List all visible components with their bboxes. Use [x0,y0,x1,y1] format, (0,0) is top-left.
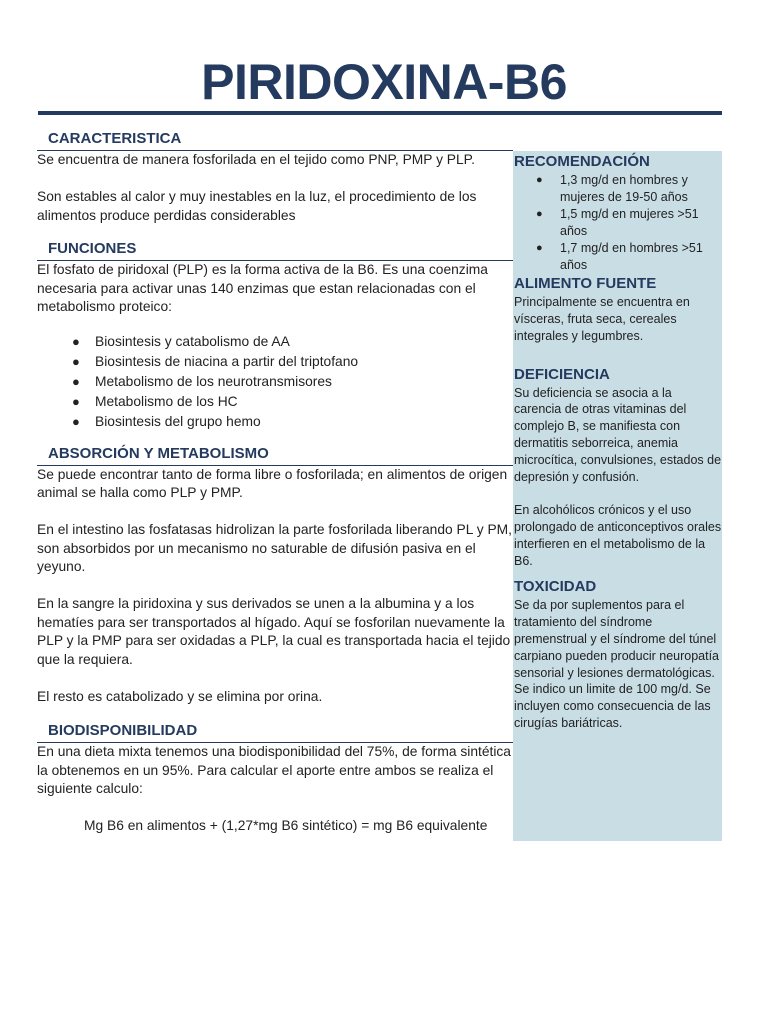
list-item [37,332,513,352]
list-item [37,392,513,412]
list-item [37,412,513,432]
paragraph: Su deficiencia se asocia a la carencia de otras vitaminas del complejo B, se manifiesta con dermatitis seborreica, anemia microcítica, convulsiones, estados de depresión y confusión. [514,385,722,484]
list-item-text: Metabolismo de los HC [95,393,238,409]
sidebar-toxicidad [514,577,722,731]
sidebar-heading: RECOMENDACIÓN [514,153,650,170]
list-item-text: 1,7 mg/d en hombres >51 años [560,241,703,272]
sidebar-panel [513,151,722,841]
section-heading: CARACTERISTICA [37,128,513,151]
section-heading: ABSORCIÓN Y METABOLISMO [37,443,513,466]
formula: Mg B6 en alimentos + (1,27*mg B6 sintético) = mg B6 equivalente [84,817,488,833]
section-funciones [37,238,513,432]
paragraph: Se da por suplementos para el tratamiento del síndrome premenstrual y el síndrome del túnel carpiano pueden producir neuropatía sensorial y lesiones dermatológicas. Se indico un limite de 100 mg/d. Se incluyen como consecuencia de las cirugías bariátricas. [514,598,720,731]
bullet-icon: ● [536,174,543,186]
section-heading: BIODISPONIBILIDAD [37,720,513,743]
list-item [514,206,722,240]
list-item-text: Biosintesis del grupo hemo [95,413,261,429]
bullet-icon: ● [72,393,80,409]
list-item-text: 1,3 mg/d en hombres y mujeres de 19-50 años [560,173,688,204]
list-item [514,172,722,206]
recommendation-list [514,172,722,274]
section-biodisponibilidad [37,720,513,835]
paragraph: El resto es catabolizado y se elimina por orina. [37,688,323,704]
main-column [37,128,513,835]
paragraph: Se encuentra de manera fosforilada en el tejido como PNP, PMP y PLP. [37,152,475,167]
sidebar-heading: DEFICIENCIA [514,365,610,383]
section-caracteristica [37,128,513,225]
paragraph: En alcohólicos crónicos y el uso prolongado de anticonceptivos orales interfieren en el metabolismo de la B6. [514,503,722,568]
paragraph: Se puede encontrar tanto de forma libre o fosforilada; en alimentos de origen animal se halla como PLP y PMP. [37,466,508,500]
sidebar-heading: TOXICIDAD [514,578,597,596]
page-title: PIRIDOXINA-B6 [201,54,567,110]
list-item [37,372,513,392]
sidebar-heading: ALIMENTO FUENTE [514,275,657,293]
title-divider [38,111,722,115]
list-item-text: Metabolismo de los neurotransmisores [95,373,332,389]
paragraph: En la sangre la piridoxina y sus derivados se unen a la albumina y a los hematíes para ser transportados al hígado. Aquí se fosforilan nuevamente la PLP y la PMP para ser oxidadas a PLP, la cual es transportada hacia el tejido que la requiera. [37,596,511,667]
paragraph: En el intestino las fosfatasas hidrolizan la parte fosforilada liberando PL y PM, son absorbidos por un mecanismo no saturable de difusión pasiva en el yeyuno. [37,522,512,574]
bullet-icon: ● [72,373,80,389]
sidebar-recomendacion [514,152,722,274]
paragraph: Son estables al calor y muy inestables en la luz, el procedimiento de los alimentos produce perdidas considerables [37,189,477,223]
list-item [37,352,513,372]
bullet-icon: ● [536,242,543,255]
paragraph: Principalmente se encuentra en vísceras, fruta seca, cereales integrales y legumbres. [514,295,690,343]
section-heading: FUNCIONES [37,238,513,261]
list-item-text: Biosintesis y catabolismo de AA [95,333,290,349]
list-item [514,240,722,274]
list-item-text: Biosintesis de niacina a partir del triptofano [95,353,359,369]
list-item-text: 1,5 mg/d en mujeres >51 años [560,207,699,238]
function-list [37,332,513,432]
paragraph: El fosfato de piridoxal (PLP) es la forma activa de la B6. Es una coenzima necesaria para activar unas 140 enzimas que estan relacionadas con el metabolismo proteico: [37,262,488,314]
section-absorcion [37,443,513,707]
paragraph: En una dieta mixta tenemos una biodisponibilidad del 75%, de forma sintética la obtenemos en un 95%. Para calcular el aporte entre ambos se realiza el siguiente calculo: [37,744,511,796]
sidebar-alimento-fuente [514,274,722,344]
bullet-icon: ● [72,413,80,429]
bullet-icon: ● [536,208,543,221]
bullet-icon: ● [72,333,80,349]
sidebar-deficiencia [514,365,722,570]
bullet-icon: ● [72,353,80,369]
